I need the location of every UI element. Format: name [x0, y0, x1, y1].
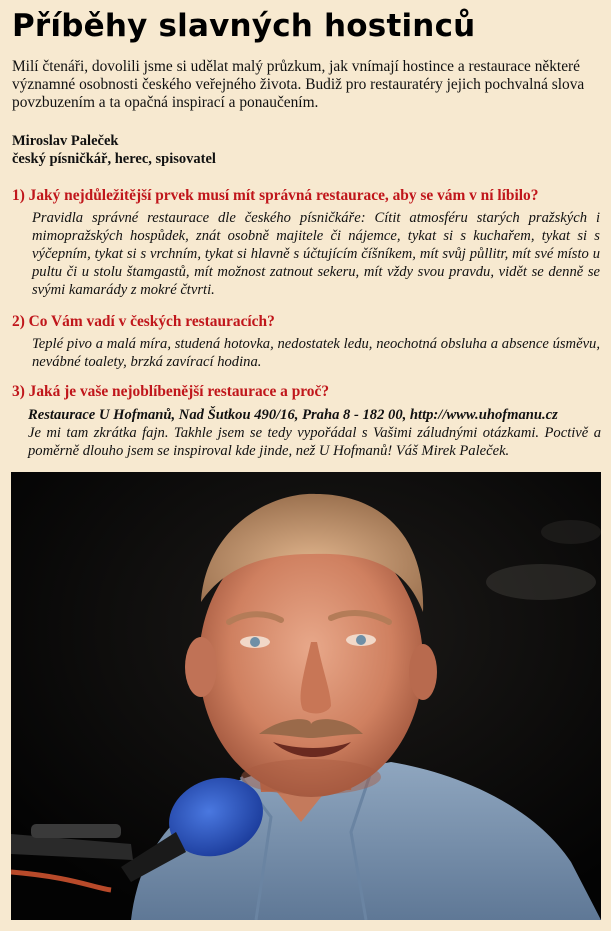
question-2: 2) Co Vám vadí v českých restauracích? [12, 313, 275, 330]
portrait-photo [11, 472, 601, 920]
answer-1-text: Pravidla správné restaurace dle českého písničkáře: Cítit atmosféru starých pražských i mimopražských hospůdek, znát osobně majitele či nájemce, tykat si s kuchařem, tykat si s výčepním, tykat si s vrchním, tykat si hlavně s účtujícím číšníkem, mít svůj půllitr, mít své místo u pultu či u stolu štamgastů, mít možnost zatnout sekeru, mít vždy svou pravdu, vidět se denně se svými kamarády z mokré čtvrti. [32, 210, 600, 298]
answer-3 [28, 406, 601, 460]
author-block [12, 132, 602, 168]
question-3: 3) Jaká je vaše nejoblíbenější restaurace a proč? [12, 383, 330, 400]
question-1: 1) Jaký nejdůležitější prvek musí mít správná restaurace, aby se vám v ní líbilo? [12, 187, 539, 204]
intro-paragraph: Milí čtenáři, dovolili jsme si udělat malý průzkum, jak vnímají hostince a restaurace některé významné osobnosti českého veřejného života. Budiž pro restauratéry jejich pochvalná slova povzbuzením a ta opačná inspirací a ponaučením. [12, 58, 585, 111]
article-title: Příběhy slavných hostinců [12, 8, 476, 44]
answer-3-text: Je mi tam zkrátka fajn. Takhle jsem se tedy vypořádal s Vašimi záludnými otázkami. Poctivě a poměrně dlouho jsem se inspiroval kde jinde, než U Hofmanů! Váš Mirek Paleček. [28, 425, 601, 459]
answer-1 [32, 209, 600, 299]
restaurant-address: Restaurace U Hofmanů, Nad Šutkou 490/16, Praha 8 - 182 00, http://www.uhofmanu.cz [28, 407, 558, 423]
author-name: Miroslav Paleček [12, 133, 119, 149]
answer-2-text: Teplé pivo a malá míra, studená hotovka, nedostatek ledu, neochotná obsluha a absence úsměvu, nevábné toalety, brzká zavírací hodina. [32, 336, 600, 370]
author-role: český písničkář, herec, spisovatel [12, 151, 216, 167]
answer-2 [32, 335, 600, 371]
portrait-illustration [11, 472, 601, 920]
